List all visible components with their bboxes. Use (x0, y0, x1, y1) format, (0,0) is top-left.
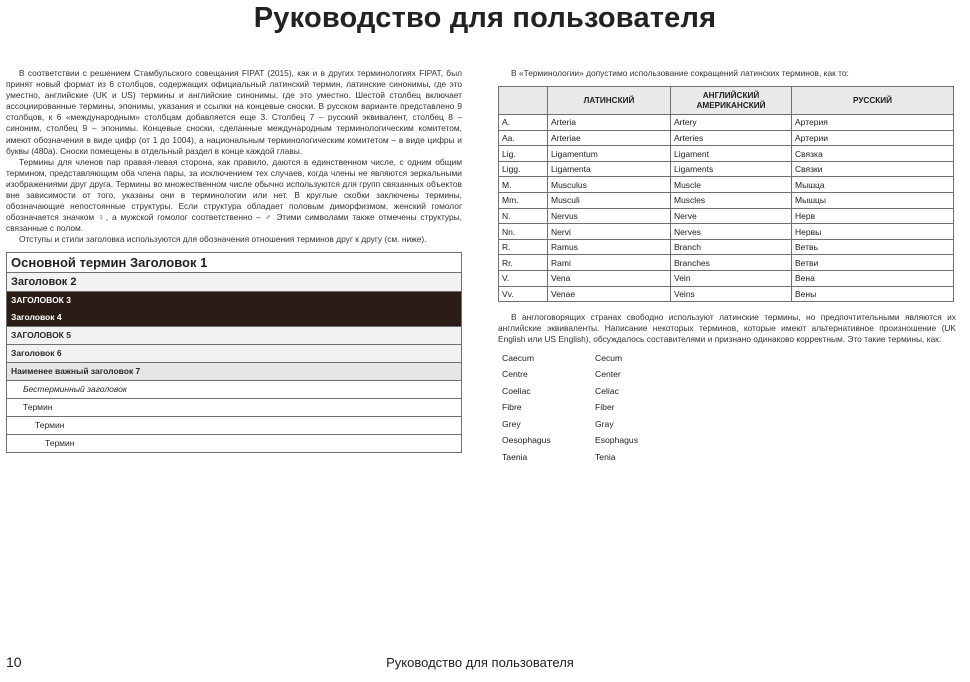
table-cell: Ligamentum (548, 146, 671, 162)
term-level-1-sample: Термин (7, 399, 461, 417)
table-cell: N. (499, 208, 548, 224)
table-cell: Rami (548, 255, 671, 271)
table-cell: Ligament (671, 146, 792, 162)
table-cell: Мышца (792, 177, 954, 193)
list-item (502, 383, 956, 400)
table-row (499, 286, 954, 302)
table-cell: Aa. (499, 130, 548, 146)
spelling-paragraph: В англоговорящих странах свободно используют латинские термины, но предпочтительными являются их английские эквиваленты. Написание некоторых терминов, которые имеют альтернативное произношение (UK English или US English), обсуждалось составителями и признано одинаково корректным. Это такие термины, как: (498, 312, 956, 345)
table-cell: Vena (548, 271, 671, 287)
table-cell: Musculus (548, 177, 671, 193)
table-cell: Arteries (671, 130, 792, 146)
table-row (499, 239, 954, 255)
heading-styles-box (6, 252, 462, 453)
us-spelling: Tenia (595, 451, 616, 462)
table-header-cell (499, 87, 548, 115)
abbreviations-intro: В «Терминологии» допустимо использование сокращений латинских терминов, как то: (511, 68, 849, 78)
table-cell: Ligaments (671, 161, 792, 177)
table-cell: Vein (671, 271, 792, 287)
table-cell: Nerve (671, 208, 792, 224)
table-row (499, 193, 954, 209)
table-cell: Mm. (499, 193, 548, 209)
list-item (502, 366, 956, 383)
table-row (499, 146, 954, 162)
table-cell: Связки (792, 161, 954, 177)
table-cell: A. (499, 115, 548, 131)
table-cell: Nn. (499, 224, 548, 240)
table-cell: Artery (671, 115, 792, 131)
uk-spelling: Oesophagus (502, 435, 551, 446)
table-row (499, 208, 954, 224)
heading-2-sample: Заголовок 2 (7, 273, 461, 292)
list-item (502, 416, 956, 433)
table-row (499, 271, 954, 287)
table-cell: Rr. (499, 255, 548, 271)
term-level-3-sample: Термин (7, 435, 461, 453)
heading-4-sample: Заголовок 4 (7, 309, 461, 327)
table-cell: Вены (792, 286, 954, 302)
table-cell: Branches (671, 255, 792, 271)
table-cell: Нерв (792, 208, 954, 224)
table-cell: Артерия (792, 115, 954, 131)
table-cell: V. (499, 271, 548, 287)
uk-spelling: Coeliac (502, 385, 531, 396)
us-spelling: Esophagus (595, 435, 639, 446)
page-number: 10 (6, 654, 22, 670)
table-cell: Branch (671, 239, 792, 255)
table-cell: Ветвь (792, 239, 954, 255)
table-cell: Venae (548, 286, 671, 302)
uk-spelling: Centre (502, 369, 528, 380)
table-cell: M. (499, 177, 548, 193)
page-title: Руководство для пользователя (253, 2, 717, 34)
paragraph-format: В соответствии с решением Стамбульского совещания FIPAT (2015), как и в других терминологиях FIPAT, был принят новый формат из 6 столбцов, содержащих официальный латинский термин, латинские синонимы, где это уместно, английские (UK и US) термины и английские синонимы, где это уместно. Шестой столбец включает ассоциированные термины, эпонимы, указания и ссылки на концевые сноски. В русском варианте представлено 9 столбцов, к 6 «международным» столбцам добавляется еще 3. Столбец 7 – русский эквивалент, столбец 8 – синоним, столбец 9 – эпонимы. Концевые сноски, сделанные международным терминологическим комитетом, имеют обозначения в виде цифр (от 1 до 1004), а национальным терминологическим комитетом – в виде цифры и буквы (480а). Сноски помещены в отдельный раздел в конце каждой главы. (6, 68, 462, 156)
table-row (499, 255, 954, 271)
table-row (499, 161, 954, 177)
table-cell: Vv. (499, 286, 548, 302)
uk-spelling: Grey (502, 418, 521, 429)
table-cell: Musculi (548, 193, 671, 209)
table-row (499, 177, 954, 193)
table-cell: Arteria (548, 115, 671, 131)
spelling-pairs-list (502, 350, 956, 466)
table-cell: Nervus (548, 208, 671, 224)
list-item (502, 350, 956, 367)
table-row (499, 115, 954, 131)
table-cell: Lig. (499, 146, 548, 162)
heading-3-sample: ЗАГОЛОВОК 3 (7, 292, 461, 309)
termless-heading-sample: Бестерминный заголовок (7, 381, 461, 399)
us-spelling: Gray (595, 418, 614, 429)
table-cell: Veins (671, 286, 792, 302)
term-level-2-sample: Термин (7, 417, 461, 435)
footer-title: Руководство для пользователя (386, 655, 574, 670)
list-item (502, 432, 956, 449)
table-header-cell: АНГЛИЙСКИЙ АМЕРИКАНСКИЙ (671, 87, 792, 115)
paragraph-terms: Термины для членов пар правая-левая сторона, как правило, даются в единственном числе, с одним общим термином, представляющим оба члена пары, за исключением тех случаев, когда члены не являются зеркальными изображениями друг друга. Термины во множественном числе обычно используются для групп связанных объектов вне зависимости от того, указаны они в терминологии или нет. В круглые скобки заключены термины, обозначающие непостоянные структуры. Если структура обладает половым диморфизмом, женский гомолог обозначается значком ♀, а мужской гомолог соответственно – ♂ Этими символами также отмечены структуры, связанные с полом. (6, 156, 462, 234)
us-spelling: Celiac (595, 385, 619, 396)
us-spelling: Center (595, 369, 621, 380)
abbreviations-table (498, 86, 954, 302)
list-item (502, 449, 956, 466)
uk-spelling: Taenia (502, 451, 528, 462)
table-cell: Вена (792, 271, 954, 287)
table-header-cell: РУССКИЙ (792, 87, 954, 115)
table-row (499, 224, 954, 240)
table-cell: Muscles (671, 193, 792, 209)
heading-6-sample: Заголовок 6 (7, 345, 461, 363)
heading-5-sample: ЗАГОЛОВОК 5 (7, 327, 461, 345)
right-column (498, 68, 956, 465)
table-cell: Артерии (792, 130, 954, 146)
table-cell: Nerves (671, 224, 792, 240)
table-cell: Мышцы (792, 193, 954, 209)
list-item (502, 399, 956, 416)
table-cell: Связка (792, 146, 954, 162)
table-cell: Nervi (548, 224, 671, 240)
left-column (6, 68, 462, 453)
uk-spelling: Fibre (502, 402, 522, 413)
table-cell: Arteriae (548, 130, 671, 146)
table-cell: Ветви (792, 255, 954, 271)
us-spelling: Fiber (595, 402, 615, 413)
table-cell: Ligg. (499, 161, 548, 177)
heading-7-sample: Наименее важный заголовок 7 (7, 363, 461, 381)
table-cell: Нервы (792, 224, 954, 240)
table-header-row (499, 87, 954, 115)
uk-spelling: Caecum (502, 352, 534, 363)
table-cell: Ligamenta (548, 161, 671, 177)
table-cell: Muscle (671, 177, 792, 193)
us-spelling: Cecum (595, 352, 623, 363)
table-cell: R. (499, 239, 548, 255)
table-row (499, 130, 954, 146)
heading-1-sample: Основной термин Заголовок 1 (7, 253, 461, 273)
paragraph-indent: Отступы и стили заголовка используются для обозначения отношения терминов друг к другу (см. ниже). (19, 234, 427, 245)
table-header-cell: ЛАТИНСКИЙ (548, 87, 671, 115)
table-cell: Ramus (548, 239, 671, 255)
